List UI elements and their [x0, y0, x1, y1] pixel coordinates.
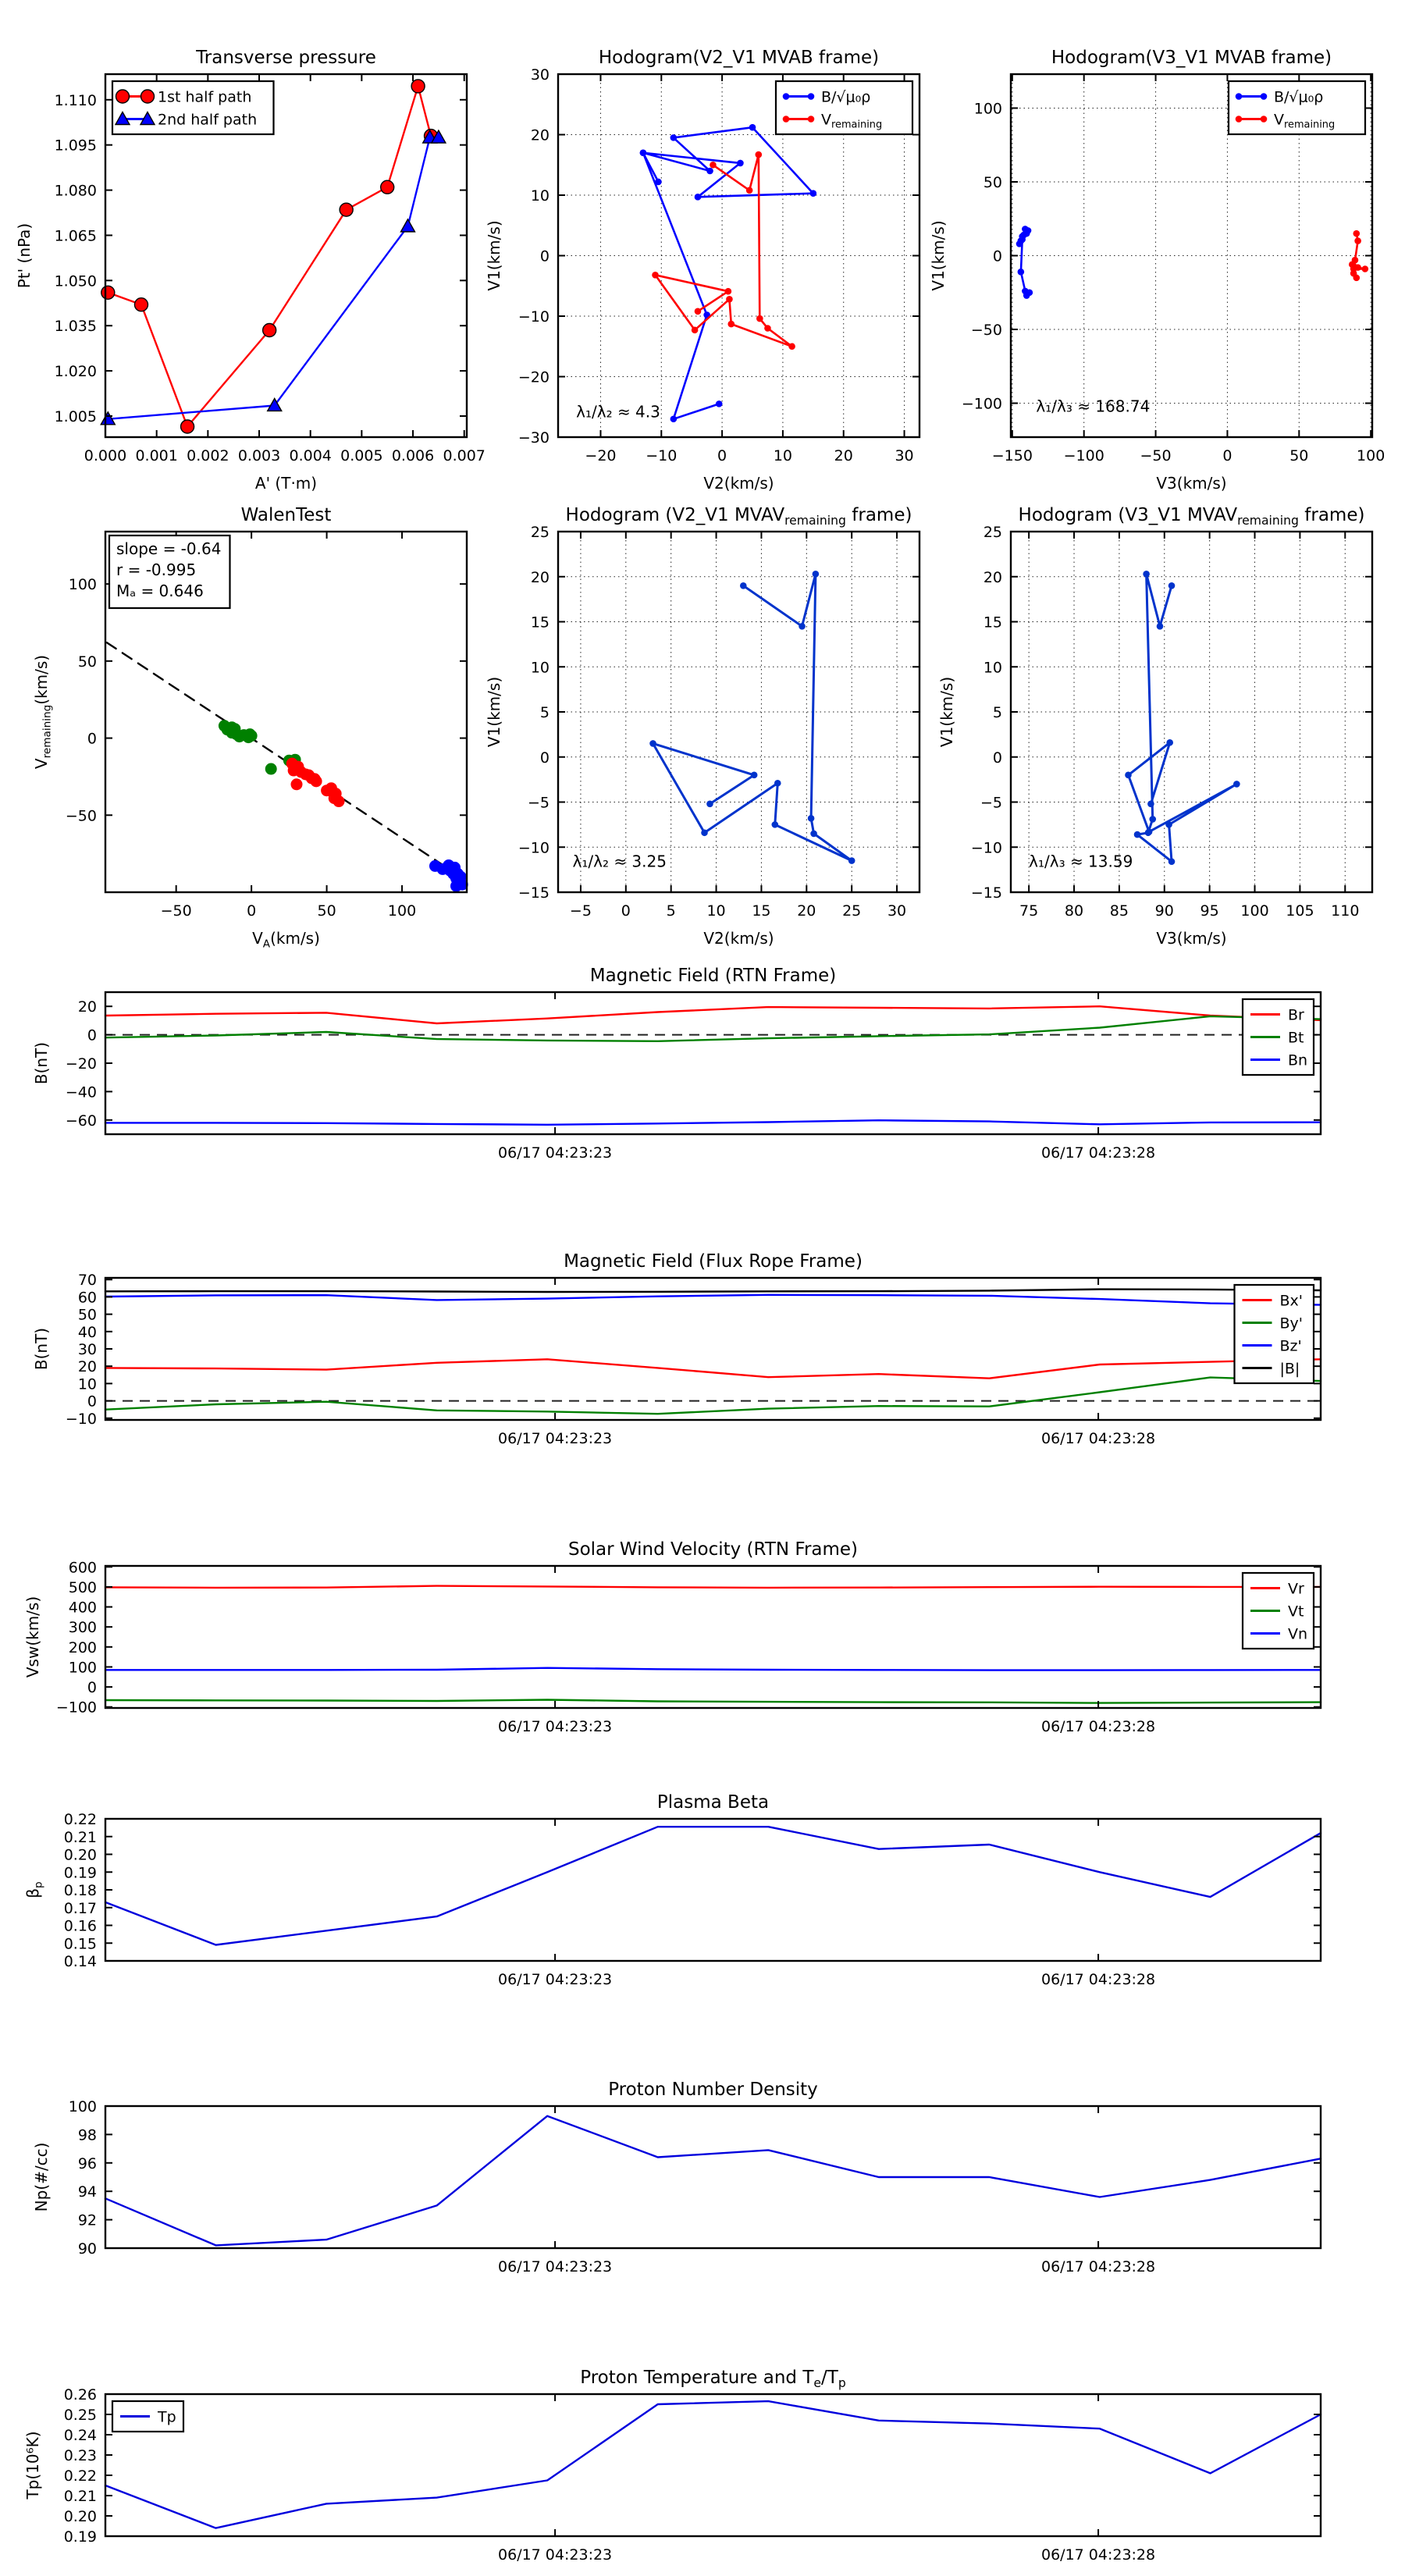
point-cluster-red [333, 796, 344, 807]
xtick-label: 25 [842, 902, 862, 920]
panel-magnetic-field-flux-rope [32, 1251, 1321, 1447]
ytick-label: −10 [970, 839, 1002, 857]
series-Tp [105, 2401, 1321, 2528]
xtick-label: 06/17 04:23:23 [498, 2546, 613, 2564]
series-v-path [1129, 574, 1237, 861]
xtick-label: −100 [1063, 447, 1104, 464]
chart-title: Hodogram (V2_V1 $MVAV_{remaining}$ frame) [565, 505, 912, 528]
xtick-label: 0.003 [237, 447, 281, 464]
ytick-label: 0 [539, 247, 550, 265]
ytick-label: −30 [518, 429, 550, 447]
ytick-label: 0.20 [63, 2508, 97, 2525]
xtick-label: 0.006 [391, 447, 435, 464]
xtick-label: 06/17 04:23:23 [498, 1718, 613, 1735]
ytick-label: 20 [530, 126, 550, 144]
xtick-label: 100 [1240, 902, 1269, 920]
xtick-label: −10 [646, 447, 678, 464]
xtick-label: 0.001 [135, 447, 178, 464]
point-cluster-green [243, 732, 254, 743]
y-axis-label: V1(km/s) [937, 676, 956, 748]
xtick-label: 0 [247, 902, 257, 920]
y-axis-label: Tp(10⁶K) [23, 2431, 42, 2500]
legend-label-B: B/√μ₀ρ [1274, 88, 1324, 106]
textbox-line: slope = -0.64 [116, 539, 222, 558]
chart-proton-number-density [32, 2080, 1321, 2275]
xtick-label: 50 [1289, 447, 1309, 464]
chart-walen-test [32, 505, 467, 951]
legend-label-Br: Br [1288, 1006, 1304, 1024]
x-axis-label: $V_A(km/s)$ [252, 929, 320, 951]
ytick-label: 1.020 [54, 363, 97, 381]
ytick-label: 1.065 [54, 227, 97, 245]
xtick-label: 90 [1154, 902, 1174, 920]
chart-hodogram-v2v1-mvab [485, 48, 919, 493]
xtick-label: 30 [887, 902, 907, 920]
xtick-label: 0.002 [187, 447, 229, 464]
chart-hodogram-v2v1-mvav [485, 505, 919, 948]
ytick-label: 15 [983, 614, 1002, 632]
y-axis-label: $V_{remaining}(km/s)$ [32, 654, 54, 770]
ytick-label: −15 [518, 884, 550, 902]
ytick-label: 0.21 [63, 1828, 97, 1846]
point-cluster-red [291, 779, 302, 790]
xtick-label: −150 [991, 447, 1033, 464]
ytick-label: 1.080 [54, 182, 97, 200]
series-Vr [105, 1586, 1321, 1588]
xtick-label: 06/17 04:23:28 [1040, 1144, 1156, 1162]
xtick-label: 10 [773, 447, 793, 464]
point-cluster-blue [450, 881, 461, 891]
ytick-label: 60 [77, 1289, 97, 1307]
x-axis-label: V2(km/s) [703, 929, 774, 948]
ytick-label: 0 [992, 749, 1002, 767]
ytick-label: 200 [68, 1638, 97, 1656]
y-axis-label: Np(#/cc) [32, 2142, 51, 2212]
ytick-label: 500 [68, 1578, 97, 1596]
panel-hodogram-v2v1-mvav [485, 505, 919, 948]
ytick-label: 100 [68, 576, 97, 594]
xtick-label: 0.004 [289, 447, 332, 464]
ytick-label: 15 [530, 614, 550, 632]
xtick-label: 10 [706, 902, 726, 920]
chart-title: Hodogram(V3_V1 MVAB frame) [1051, 48, 1332, 68]
ytick-label: 0.17 [63, 1899, 97, 1917]
ytick-label: −40 [65, 1083, 97, 1101]
series-Bz' [105, 1295, 1321, 1305]
ytick-label: −20 [65, 1055, 97, 1073]
ytick-label: −100 [961, 395, 1002, 413]
ytick-label: 0 [87, 730, 97, 748]
xtick-label: 0 [717, 447, 727, 464]
ytick-label: 10 [77, 1375, 97, 1393]
legend-label-Vremaining: $V_{remaining}$ [1274, 111, 1336, 131]
ytick-label: 0 [992, 247, 1002, 265]
xtick-label: 50 [317, 902, 336, 920]
y-axis-label: Vsw(km/s) [23, 1596, 42, 1678]
ytick-label: 0.22 [63, 1811, 97, 1828]
ytick-label: −20 [518, 368, 550, 386]
ytick-label: 0 [87, 1026, 97, 1044]
annotation: λ₁/λ₃ ≈ 13.59 [1029, 852, 1133, 871]
chart-proton-temperature [23, 2368, 1321, 2564]
y-axis-label: V1(km/s) [485, 220, 503, 291]
ytick-label: 20 [77, 1358, 97, 1376]
panel-hodogram-v3v1-mvab [929, 48, 1385, 493]
xtick-label: −20 [585, 447, 617, 464]
ytick-label: −5 [527, 794, 550, 812]
ytick-label: 50 [983, 173, 1002, 191]
ytick-label: −100 [55, 1699, 97, 1717]
ytick-label: 0.18 [63, 1882, 97, 1899]
chart-title: Hodogram(V2_V1 MVAB frame) [598, 48, 880, 68]
series-Np [105, 2116, 1321, 2246]
ytick-label: 0.20 [63, 1846, 97, 1864]
ytick-label: 5 [539, 704, 550, 721]
xtick-label: 06/17 04:23:28 [1040, 2546, 1156, 2564]
y-axis-label: B(nT) [32, 1327, 51, 1371]
y-axis-label: V1(km/s) [929, 220, 948, 291]
ytick-label: 25 [983, 524, 1002, 541]
legend-label-1sthalfpath: 1st half path [158, 88, 252, 106]
xtick-label: 5 [666, 902, 676, 920]
series-V remaining [656, 155, 792, 347]
ytick-label: −10 [518, 839, 550, 857]
chart-hodogram-v3v1-mvab [929, 48, 1385, 493]
point-cluster-green [265, 763, 276, 774]
legend-label-Vremaining: $V_{remaining}$ [821, 111, 883, 131]
ytick-label: 5 [992, 704, 1002, 721]
x-axis-label: V2(km/s) [703, 474, 774, 493]
chart-magnetic-field-rtn [32, 966, 1321, 1162]
legend-label-B: |B| [1279, 1360, 1300, 1378]
chart-transverse-pressure [15, 48, 486, 493]
ytick-label: 96 [77, 2154, 97, 2172]
ytick-label: 50 [77, 653, 97, 671]
textbox-line: r = -0.995 [116, 560, 197, 579]
x-axis-label: V3(km/s) [1156, 929, 1227, 948]
panel-proton-number-density [32, 2080, 1321, 2275]
xtick-label: 95 [1200, 902, 1219, 920]
ytick-label: 70 [77, 1272, 97, 1290]
xtick-label: −50 [160, 902, 192, 920]
y-axis-label: V1(km/s) [485, 676, 503, 748]
legend-label-Vr: Vr [1288, 1580, 1304, 1598]
xtick-label: 06/17 04:23:23 [498, 1144, 613, 1162]
xtick-label: 06/17 04:23:23 [498, 2258, 613, 2275]
legend-label-By: By' [1279, 1315, 1304, 1332]
annotation: λ₁/λ₂ ≈ 3.25 [572, 852, 667, 871]
panel-plasma-beta [23, 1792, 1321, 1988]
ytick-label: −15 [970, 884, 1002, 902]
xtick-label: 100 [387, 902, 417, 920]
xtick-label: 105 [1286, 902, 1314, 920]
xtick-label: 06/17 04:23:28 [1040, 1718, 1156, 1735]
xtick-label: 06/17 04:23:28 [1040, 1430, 1156, 1447]
ytick-label: 1.035 [54, 318, 97, 336]
ytick-label: −5 [980, 794, 1002, 812]
panel-proton-temperature [23, 2368, 1321, 2564]
ytick-label: 40 [77, 1323, 97, 1341]
ytick-label: 25 [530, 524, 550, 541]
series-Bt [105, 1016, 1321, 1041]
legend-label-B: B/√μ₀ρ [821, 88, 871, 106]
ytick-label: −50 [970, 322, 1002, 340]
ytick-label: 400 [68, 1599, 97, 1617]
legend-label-Vt: Vt [1288, 1603, 1304, 1621]
chart-solar-wind-velocity [23, 1539, 1321, 1735]
legend-label-2ndhalfpath: 2nd half path [158, 111, 258, 129]
series-Br [105, 1006, 1321, 1023]
legend-label-Vn: Vn [1288, 1625, 1308, 1643]
ytick-label: 0.14 [63, 1953, 97, 1970]
xtick-label: −50 [1140, 447, 1172, 464]
ytick-label: 1.095 [54, 137, 97, 155]
panel-hodogram-v3v1-mvav [937, 505, 1372, 948]
chart-magnetic-field-flux-rope [32, 1251, 1321, 1447]
legend-label-Bz: Bz' [1279, 1337, 1302, 1355]
ytick-label: 0.23 [63, 2447, 97, 2464]
ytick-label: 1.110 [54, 91, 97, 109]
xtick-label: 06/17 04:23:23 [498, 1430, 613, 1447]
ytick-label: 0 [539, 749, 550, 767]
ytick-label: 300 [68, 1619, 97, 1637]
xtick-label: 0 [1222, 447, 1232, 464]
chart-title: Proton Temperature and $T_e/T_p$ [580, 2368, 846, 2391]
ytick-label: −10 [518, 308, 550, 326]
series-Vn [105, 1668, 1321, 1670]
xtick-label: 15 [752, 902, 771, 920]
chart-title: WalenTest [240, 505, 332, 525]
ytick-label: 30 [77, 1341, 97, 1358]
ytick-label: 10 [530, 659, 550, 677]
chart-title: Solar Wind Velocity (RTN Frame) [567, 1539, 859, 1560]
series-v-path [653, 574, 852, 860]
ytick-label: 94 [77, 2183, 97, 2201]
panel-hodogram-v2v1-mvab [485, 48, 919, 493]
ytick-label: 50 [77, 1306, 97, 1324]
textbox-line: Mₐ = 0.646 [116, 582, 204, 600]
legend-label-Tp: Tp [158, 2408, 176, 2426]
ytick-label: 20 [77, 998, 97, 1016]
xtick-label: 20 [797, 902, 816, 920]
ytick-label: −10 [65, 1410, 97, 1428]
ytick-label: 100 [68, 2098, 97, 2115]
panel-transverse-pressure [15, 48, 486, 493]
y-axis-label: B(nT) [32, 1041, 51, 1085]
xtick-label: 0.007 [443, 447, 486, 464]
y-axis-label: $\beta_p$ [23, 1881, 45, 1898]
y-axis-label: Pt' (nPa) [15, 222, 34, 289]
xtick-label: 06/17 04:23:23 [498, 1971, 613, 1988]
ytick-label: 20 [983, 568, 1002, 586]
xtick-label: 110 [1331, 902, 1360, 920]
xtick-label: 80 [1064, 902, 1084, 920]
point-cluster-red [311, 776, 322, 787]
xtick-label: 0.005 [340, 447, 383, 464]
ytick-label: −50 [65, 807, 97, 825]
ytick-label: 0.21 [63, 2488, 97, 2505]
x-axis-label: V3(km/s) [1156, 474, 1227, 493]
panel-walen-test [32, 505, 467, 951]
series-By' [105, 1378, 1321, 1414]
series-Bn [105, 1120, 1321, 1125]
chart-title: Magnetic Field (Flux Rope Frame) [564, 1251, 863, 1272]
ytick-label: −60 [65, 1112, 97, 1130]
ytick-label: 0 [87, 1679, 97, 1697]
ytick-label: 98 [77, 2126, 97, 2144]
legend-label-Bx: Bx' [1279, 1292, 1304, 1310]
series-1st half path [108, 86, 431, 426]
panel-solar-wind-velocity [23, 1539, 1321, 1735]
ytick-label: 0.25 [63, 2407, 97, 2424]
series-Vt [105, 1700, 1321, 1703]
chart-title: Plasma Beta [656, 1792, 770, 1813]
panel-magnetic-field-rtn [32, 966, 1321, 1162]
series-|B| [105, 1290, 1321, 1292]
xtick-label: 0.000 [84, 447, 127, 464]
ytick-label: 600 [68, 1559, 97, 1577]
ytick-label: 0.22 [63, 2467, 97, 2485]
legend-label-Bt: Bt [1288, 1029, 1304, 1047]
chart-title: Proton Number Density [608, 2080, 818, 2100]
xtick-label: 06/17 04:23:28 [1040, 1971, 1156, 1988]
series-B/sqrt(mu0 rho) [643, 127, 813, 419]
ytick-label: 0.19 [63, 1864, 97, 1882]
x-axis-label: A' (T·m) [254, 474, 318, 493]
ytick-label: 0 [87, 1393, 97, 1411]
legend-label-Bn: Bn [1288, 1051, 1308, 1069]
annotation: λ₁/λ₃ ≈ 168.74 [1036, 397, 1151, 416]
ytick-label: 20 [530, 568, 550, 586]
chart-title: Hodogram (V3_V1 $MVAV_{remaining}$ frame) [1018, 505, 1365, 528]
ytick-label: 100 [68, 1659, 97, 1677]
xtick-label: 06/17 04:23:28 [1040, 2258, 1156, 2275]
xtick-label: 30 [895, 447, 914, 464]
annotation: λ₁/λ₂ ≈ 4.3 [576, 402, 660, 422]
chart-title: Transverse pressure [196, 48, 376, 68]
ytick-label: 90 [77, 2240, 97, 2258]
xtick-label: −5 [569, 902, 592, 920]
ytick-label: 0.19 [63, 2528, 97, 2546]
ytick-label: 10 [530, 187, 550, 205]
ytick-label: 0.16 [63, 1917, 97, 1935]
ytick-label: 100 [973, 100, 1002, 118]
ytick-label: 1.005 [54, 407, 97, 425]
series-Bx' [105, 1359, 1321, 1378]
xtick-label: 100 [1357, 447, 1385, 464]
xtick-label: 0 [621, 902, 631, 920]
xtick-label: 20 [834, 447, 853, 464]
ytick-label: 0.26 [63, 2386, 97, 2403]
series-beta-p [105, 1827, 1321, 1944]
xtick-label: 75 [1019, 902, 1039, 920]
ytick-label: 1.050 [54, 272, 97, 290]
chart-hodogram-v3v1-mvav [937, 505, 1372, 948]
ytick-label: 10 [983, 659, 1002, 677]
ytick-label: 0.15 [63, 1935, 97, 1953]
ytick-label: 92 [77, 2211, 97, 2229]
ytick-label: 0.24 [63, 2427, 97, 2444]
chart-title: Magnetic Field (RTN Frame) [589, 966, 837, 986]
ytick-label: 30 [530, 66, 550, 84]
xtick-label: 85 [1109, 902, 1129, 920]
